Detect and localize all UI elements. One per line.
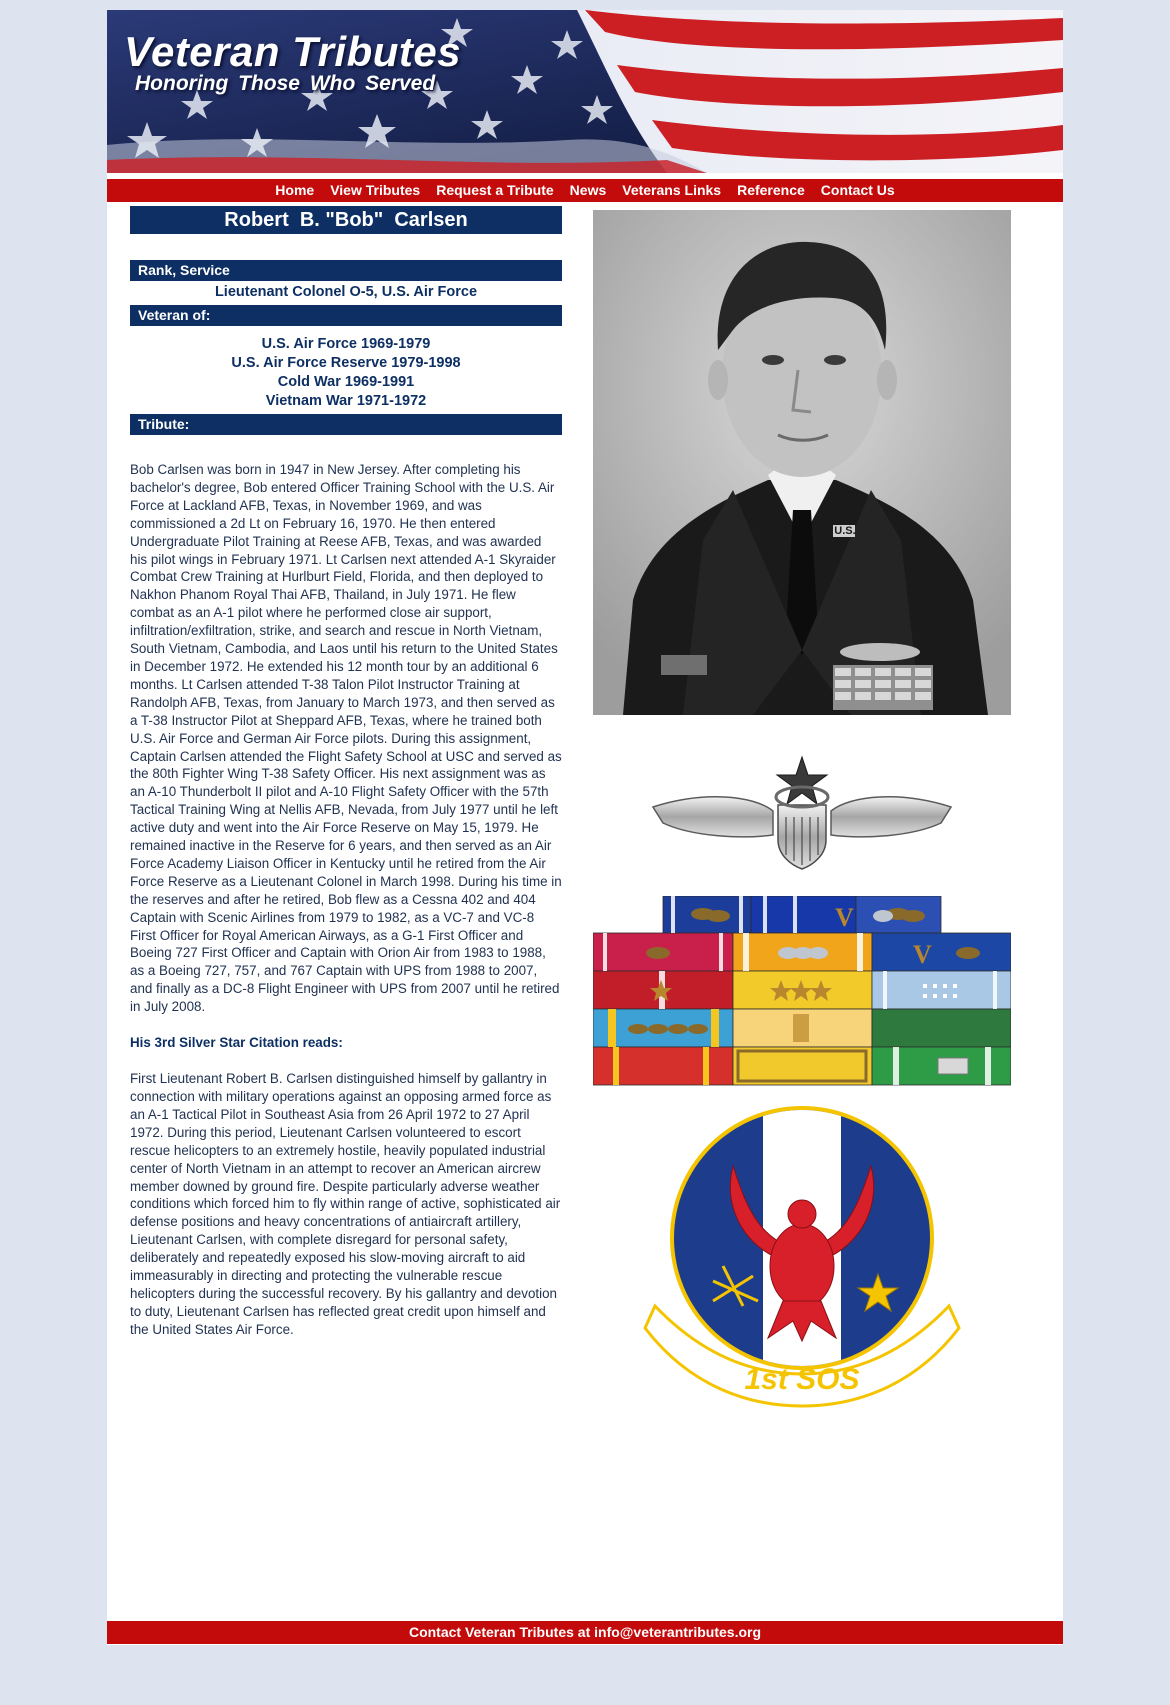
footer-contact: Contact Veteran Tributes at info@veterantributes.org [107, 1621, 1063, 1644]
tribute-header: Tribute: [130, 414, 562, 435]
citation-text: First Lieutenant Robert B. Carlsen distinguished himself by gallantry in connection with military operations against an opposing armed force as an A-1 Tactical Pilot in Southeast Asia from 26 April 1972 to 27 April 1972. During this period, Lieutenant Carlsen volunteered to escort rescue helicopters to an extremely hostile, heavily populated industrial center of North Vietnam in an attempt to recover an American aircrew member downed by ground fire. Despite particularly adverse weather conditions which forced him to fly within range of active, sophisticated air defense positions and heavy concentrations of antiaircraft artillery, Lieutenant Carlsen, with complete disregard for personal safety, deliberately and repeatedly exposed his slow-moving aircraft to aid immeasurably in directing and protecting the vulnerable rescue helicopters during the successful recovery. By his gallantry and devotion to duty, Lieutenant Carlsen has reflected great credit upon himself and the United States Air Force. [130, 1071, 561, 1337]
nav-request-tribute[interactable]: Request a Tribute [436, 182, 554, 198]
nav-reference[interactable]: Reference [737, 182, 805, 198]
veteran-name: Robert B. "Bob" Carlsen [130, 206, 562, 234]
rank-service-header: Rank, Service [130, 260, 562, 281]
veteran-of-header: Veteran of: [130, 305, 562, 326]
ribbon-rack [593, 896, 1011, 1086]
pilot-wings-badge [593, 755, 1011, 875]
main-nav [107, 179, 1063, 202]
image-column [593, 210, 1011, 1416]
veteran-of-list [130, 335, 562, 411]
tribute-text: Bob Carlsen was born in 1947 in New Jersey. After completing his bachelor's degree, Bob entered Officer Training School with the U.S. Air Force at Lackland AFB, Texas, in November 1969, and was commissioned a 2d Lt on February 16, 1970. He then entered Undergraduate Pilot Training at Reese AFB, Texas, and was awarded his pilot wings in February 1971. Lt Carlsen next attended A-1 Skyraider Combat Crew Training at Hurlburt Field, Florida, and then deployed to Nakhon Phanom Royal Thai AFB, Thailand, in July 1971. He flew combat as an A-1 pilot where he performed close air support, infiltration/exfiltration, strike, and search and rescue in North Vietnam, South Vietnam, Cambodia, and Laos until his return to the United States in December 1972. He extended his 12 month tour by an additional 6 months. Lt Carlsen attended T-38 Talon Pilot Instructor Training at Randolph AFB, Texas, from January to March 1973, and then served as a T-38 Instructor Pilot at Sheppard AFB, Texas, where he trained both U.S. Air Force and German Air Force pilots. During this assignment, Captain Carlsen attended the Flight Safety School at USC and served as the 80th Fighter Wing T-38 Safety Officer. His next assignment was as an A-10 Thunderbolt II pilot and A-10 Flight Safety Officer with the 57th Tactical Training Wing at Nellis AFB, Nevada, from July 1977 until he left active duty and went into the Air Force Reserve on May 15, 1979. He remained inactive in the Reserve for 6 years, and then served as an Air Force Academy Liaison Officer in Kentucky until he retired from the Air Force Reserve as a Lieutenant Colonel in March 1998. During his time in the reserves and after he retired, Bob flew as a Cessna 402 and 404 Captain with Scenic Airlines from 1979 to 1982, as a VC-7 and VC-8 First Officer for Royal American Airways, as a G-1 First Officer and Boeing 727 First Officer and Captain with Orion Air from 1983 to 1988, as a Boeing 727, 757, and 767 Captain with UPS from 1988 to 2007, and finally as a DC-8 Flight Engineer with UPS from 2007 until he retired in July 2008. [130, 462, 562, 1015]
veteran-of-item: U.S. Air Force Reserve 1979-1998 [231, 355, 461, 371]
nav-news[interactable]: News [569, 182, 607, 198]
squadron-patch [593, 1106, 1011, 1416]
nav-home[interactable]: Home [275, 182, 315, 198]
nav-veterans-links[interactable]: Veterans Links [622, 182, 722, 198]
citation-heading: His 3rd Silver Star Citation reads: [130, 1035, 343, 1051]
veteran-of-item: Cold War 1969-1991 [277, 374, 415, 390]
veteran-portrait [593, 210, 1011, 715]
veteran-of-item: U.S. Air Force 1969-1979 [261, 336, 431, 352]
nav-view-tributes[interactable]: View Tributes [330, 182, 421, 198]
collar-insignia: U.S. [834, 525, 856, 537]
site-tagline: Honoring Those Who Served [135, 72, 436, 95]
page-container [107, 10, 1063, 1645]
svg-text:V: V [835, 903, 854, 932]
rank-value: Lieutenant Colonel O-5, U.S. Air Force [214, 284, 478, 300]
veteran-of-item: Vietnam War 1971-1972 [265, 393, 427, 409]
tribute-content [130, 206, 562, 1339]
nav-contact-us[interactable]: Contact Us [820, 182, 895, 198]
site-banner [107, 10, 1063, 173]
site-title: Veteran Tributes [124, 28, 462, 75]
patch-label: 1st SOS [744, 1363, 860, 1396]
svg-text:V: V [913, 940, 932, 969]
